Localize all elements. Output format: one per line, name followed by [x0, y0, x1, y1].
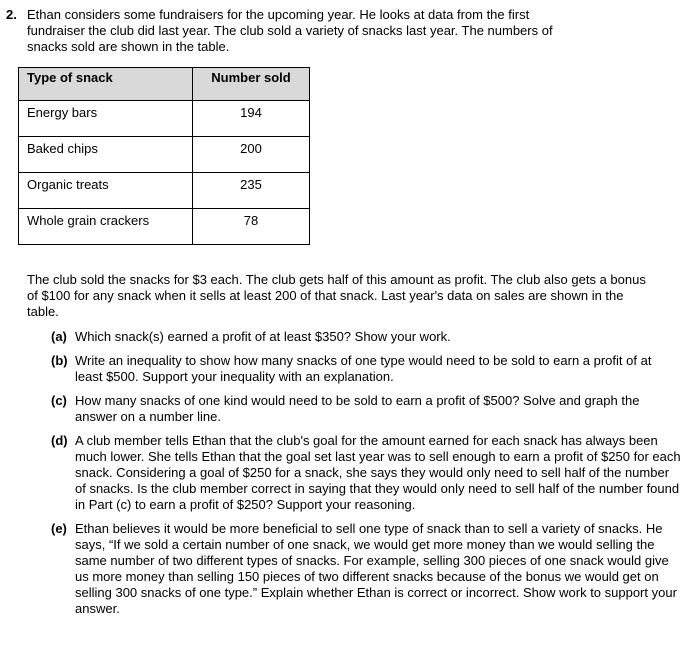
header-type-of-snack: Type of snack — [19, 68, 193, 101]
number-sold-cell: 194 — [193, 101, 310, 137]
question-part-b — [51, 353, 681, 385]
table-header-row — [19, 68, 310, 101]
header-number-sold: Number sold — [193, 68, 310, 101]
part-label: (e) — [51, 521, 67, 536]
snack-name-cell: Whole grain crackers — [19, 209, 193, 245]
question-part-a — [51, 329, 681, 345]
question-parts — [51, 329, 681, 625]
table-row — [19, 209, 310, 245]
snack-name-cell: Energy bars — [19, 101, 193, 137]
number-sold-cell: 200 — [193, 137, 310, 173]
question-part-c — [51, 393, 681, 425]
table-row — [19, 101, 310, 137]
question-part-e — [51, 521, 681, 617]
part-label: (c) — [51, 393, 67, 408]
question-part-d — [51, 433, 681, 513]
part-label: (b) — [51, 353, 68, 368]
snack-name-cell: Baked chips — [19, 137, 193, 173]
snack-name-cell: Organic treats — [19, 173, 193, 209]
question-number: 2. — [6, 7, 17, 22]
part-text: How many snacks of one kind would need to be sold to earn a profit of $500? Solve and graph the answer on a number line. — [75, 393, 640, 424]
part-text: Write an inequality to show how many snacks of one type would need to be sold to earn a profit of at least $500. Support your inequality with an explanation. — [75, 353, 652, 384]
question-intro: Ethan considers some fundraisers for the upcoming year. He looks at data from the first fundraiser the club did last year. The club sold a variety of snacks last year. The numbers of snacks sold are shown in the table. — [27, 7, 553, 54]
part-text: Which snack(s) earned a profit of at least $350? Show your work. — [75, 329, 451, 344]
table-row — [19, 173, 310, 209]
part-text: Ethan believes it would be more beneficial to sell one type of snack than to sell a variety of snacks. He says, “If we sold a certain number of one snack, we would get more money than we would selling the same number of two different types of snacks. For example, selling 300 pieces of one snack would give us more money than selling 150 pieces of two different snacks because of the bonus we would get on selling 300 snacks of one type.” Explain whether Ethan is correct or incorrect. Show work to support your answer. — [75, 521, 677, 616]
number-sold-cell: 235 — [193, 173, 310, 209]
part-label: (d) — [51, 433, 68, 448]
part-text: A club member tells Ethan that the club's goal for the amount earned for each snack has always been much lower. She tells Ethan that the goal set last year was to sell enough to earn a profit of $250 for each snack. Considering a goal of $250 for a snack, she says they would only need to sell half of the number of snacks. Is the club member correct in saying that they would only need to sell half of the number found in Part (c) to earn a profit of $250? Support your reasoning. — [75, 433, 681, 512]
snack-sales-table — [18, 67, 310, 245]
part-label: (a) — [51, 329, 67, 344]
number-sold-cell: 78 — [193, 209, 310, 245]
table-row — [19, 137, 310, 173]
body-paragraph: The club sold the snacks for $3 each. The club gets half of this amount as profit. The club also gets a bonus of $100 for any snack when it sells at least 200 of that snack. Last year's data on sales are shown in the table. — [27, 272, 646, 319]
